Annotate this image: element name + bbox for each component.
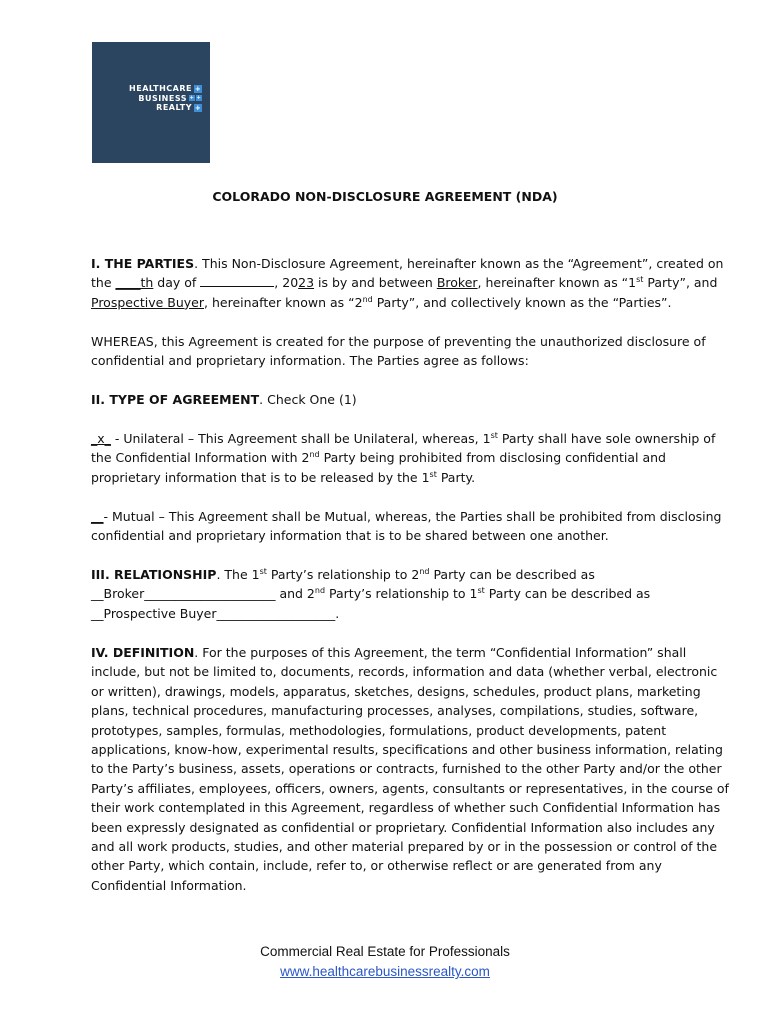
section-heading: II. TYPE OF AGREEMENT [91, 392, 260, 407]
paragraph-text: and 2 [275, 586, 315, 602]
paragraph-text: . Check One (1) [259, 392, 357, 407]
logo-icon-pair [189, 95, 202, 101]
superscript: st [636, 275, 644, 285]
mutual-option [91, 507, 731, 546]
section-heading: I. THE PARTIES [91, 256, 195, 271]
paragraph-text: Party’s relationship to 1 [325, 586, 478, 602]
section-parties [91, 254, 731, 312]
superscript: nd [314, 586, 326, 596]
plus-icon: + [189, 95, 195, 102]
unilateral-checkbox: _x_ [91, 431, 111, 446]
whereas-paragraph: WHEREAS, this Agreement is created for the purpose of preventing the unauthorized disclosure of confidential and proprietary information. The Parties agree as follows: [91, 334, 706, 369]
second-party-role-field: __Prospective Buyer___________________ [91, 605, 336, 621]
superscript: st [477, 586, 485, 596]
document-title: COLORADO NON-DISCLOSURE AGREEMENT (NDA) [212, 189, 558, 204]
first-party-role-field: __Broker_____________________ [91, 586, 276, 602]
paragraph-text: Party”, and [643, 275, 718, 291]
paragraph-text: . [335, 605, 340, 621]
second-party-field: Prospective Buyer [91, 294, 205, 310]
section-heading: IV. DEFINITION [91, 645, 195, 660]
plus-icon: + [196, 95, 202, 102]
paragraph-text: Party can be described as [429, 567, 595, 582]
footer-tagline: Commercial Real Estate for Professionals [260, 944, 510, 959]
superscript: nd [362, 294, 373, 304]
logo-line-3: REALTY [156, 103, 192, 112]
paragraph-text: - Mutual – This Agreement shall be Mutual, whereas, the Parties shall be prohibited from disclosing confidential and proprietary information that is to be shared between one another. [91, 509, 722, 544]
logo-line-2: BUSINESS [138, 93, 187, 103]
unilateral-option [91, 429, 731, 487]
paragraph-text: , 20 [274, 275, 299, 291]
day-field-prefix: ____ [115, 275, 141, 291]
superscript: st [259, 566, 267, 576]
paragraph-text: Party being prohibited from disclosing confidential and proprietary information that is to be released by the 1 [91, 450, 666, 485]
mutual-checkbox: __ [91, 509, 104, 524]
section-type [91, 390, 731, 409]
superscript: nd [309, 450, 320, 460]
paragraph-text: , hereinafter known as “2 [204, 294, 363, 310]
company-logo [92, 42, 210, 163]
paragraph-text: is by and between [314, 275, 437, 291]
superscript: st [490, 430, 498, 440]
website-link[interactable]: www.healthcarebusinessrealty.com [280, 964, 490, 979]
plus-icon: + [194, 103, 202, 112]
superscript: st [429, 469, 437, 479]
paragraph-text: Party shall have sole ownership of the Confidential Information with 2 [91, 431, 716, 466]
plus-icon: + [194, 84, 202, 93]
paragraph-text: - Unilateral – This Agreement shall be Unilateral, whereas, 1 [110, 431, 491, 446]
section-relationship [91, 565, 731, 623]
section-definition [91, 643, 731, 895]
paragraph-text: , hereinafter known as “1 [477, 275, 637, 291]
paragraph-text: . The 1 [216, 567, 260, 582]
section-heading: III. RELATIONSHIP [91, 567, 217, 582]
logo-row-1 [100, 84, 202, 94]
superscript: nd [419, 566, 430, 576]
paragraph-text: Party. [436, 469, 476, 485]
paragraph-text: Party’s relationship to 2 [266, 567, 420, 582]
paragraph-text: Party”, and collectively known as the “Parties”. [372, 294, 672, 310]
paragraph-text: Party can be described as [484, 586, 651, 602]
logo-line-1: HEALTHCARE [129, 84, 192, 93]
day-field: th [140, 275, 154, 291]
month-field [200, 274, 274, 287]
logo-text [100, 84, 202, 113]
paragraph-text: . This Non-Disclosure Agreement, hereinafter known as the “Agreement”, created on the [91, 256, 724, 291]
footer-link-row [0, 964, 770, 979]
year-field: 23 [298, 275, 315, 291]
logo-row-3 [100, 103, 202, 113]
logo-row-2 [100, 94, 202, 104]
first-party-field: Broker [436, 275, 478, 291]
paragraph-text: . For the purposes of this Agreement, the term “Confidential Information” shall include, but not be limited to, documents, records, information and data (whether verbal, electronic or written), drawings, models, apparatus, sketches, designs, schedules, product plans, marketing plans, technical procedures, manufacturing processes, analyses, compilations, studies, software, prototypes, samples, formulas, methodologies, formulations, product developments, patent applications, know-how, experimental results, specifications and other business information, relating to the Party’s business, assets, operations or contracts, furnished to the other Party and/or the other Party’s affiliates, employees, officers, owners, agents, consultants or representatives, in the course of their work contemplated in this Agreement, regardless of whether such Confidential Information has been expressly designated as confidential or proprietary. Confidential Information also includes any and all work products, studies, and other material prepared by or in the possession or control of the other Party, which contain, include, refer to, or otherwise reflect or are generated from any Confidential Information. [91, 645, 729, 893]
paragraph-text: day of [153, 275, 201, 291]
